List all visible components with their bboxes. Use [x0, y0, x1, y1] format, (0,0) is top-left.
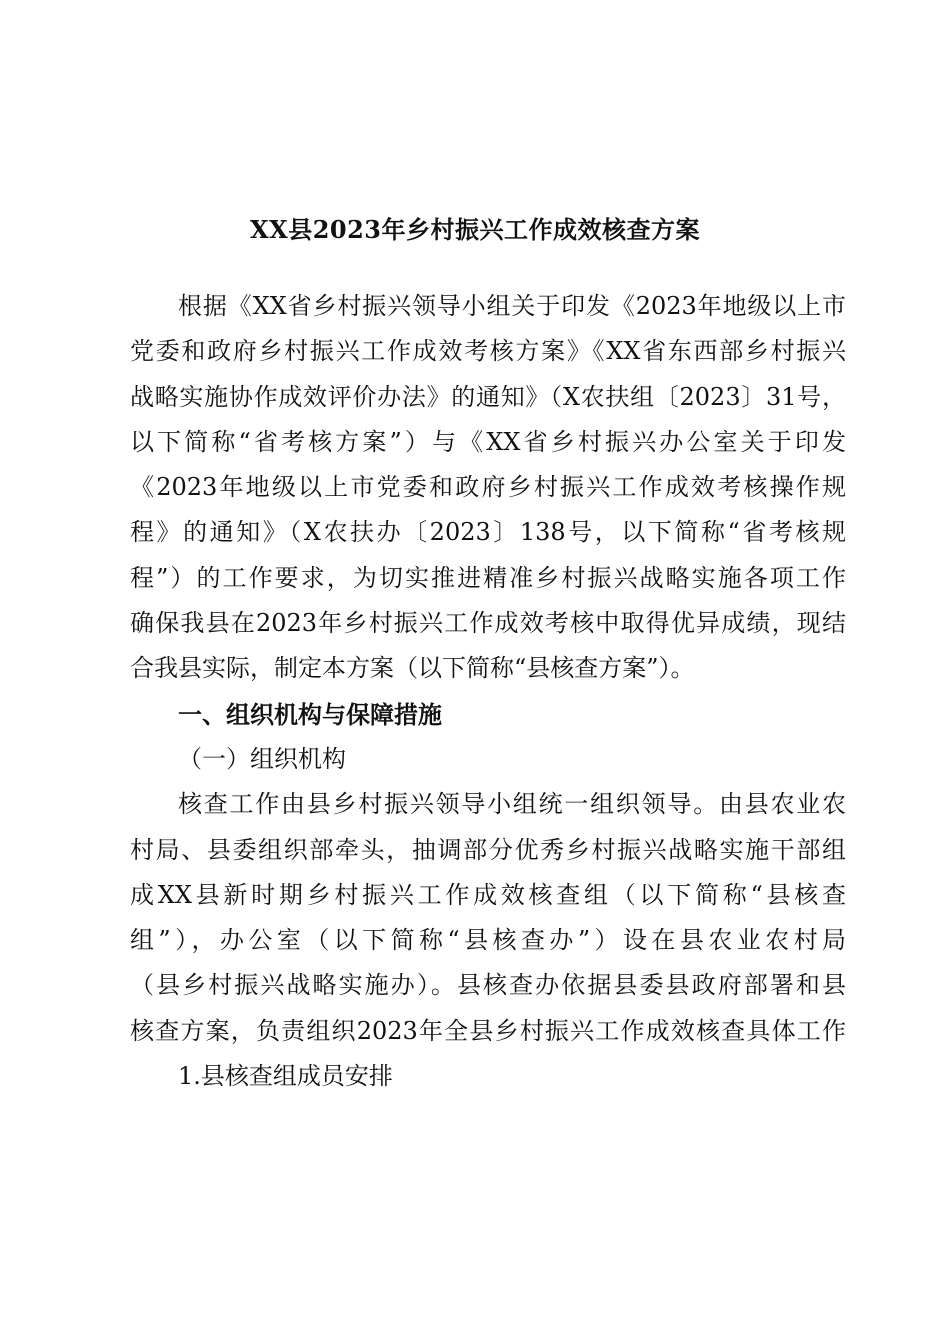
section-heading: 一、组织机构与保障措施 — [178, 699, 442, 729]
org-paragraph-line: 组”），办公室（以下简称“县核查办”）设在县农业农村局 — [130, 926, 846, 955]
org-paragraph-line: （县乡村振兴战略实施办）。县核查办依据县委县政府部署和县 — [130, 971, 846, 1000]
org-paragraph-line: 核查方案，负责组织2023年全县乡村振兴工作成效核查具体工作 — [130, 1016, 846, 1045]
item-heading: 1.县核查组成员安排 — [178, 1062, 393, 1091]
intro-paragraph-line: 党委和政府乡村振兴工作成效考核方案》《XX省东西部乡村振兴 — [130, 337, 846, 366]
intro-paragraph-line: 根据《XX省乡村振兴领导小组关于印发《2023年地级以上市 — [178, 292, 846, 320]
intro-paragraph-line: 程》的通知》（X农扶办〔2023〕138号，以下简称“省考核规 — [130, 518, 846, 547]
intro-paragraph-line: 以下简称“省考核方案”）与《XX省乡村振兴办公室关于印发 — [130, 427, 846, 456]
document-title: XX县2023年乡村振兴工作成效核查方案 — [249, 215, 701, 244]
org-paragraph-line: 核查工作由县乡村振兴领导小组统一组织领导。由县农业农 — [178, 790, 846, 819]
org-paragraph-line: 村局、县委组织部牵头，抽调部分优秀乡村振兴战略实施干部组 — [130, 835, 846, 864]
intro-paragraph-line: 战略实施协作成效评价办法》的通知》（X农扶组〔2023〕31号， — [130, 382, 846, 411]
intro-paragraph-line: 确保我县在2023年乡村振兴工作成效考核中取得优异成绩，现结 — [130, 609, 846, 638]
subsection-heading: （一）组织机构 — [178, 744, 346, 773]
intro-paragraph-line: 《2023年地级以上市党委和政府乡村振兴工作成效考核操作规 — [130, 473, 846, 502]
document-body — [130, 284, 846, 1099]
intro-paragraph-line: 合我县实际，制定本方案（以下简称“县核查方案”）。 — [130, 654, 695, 683]
org-paragraph-line: 成XX县新时期乡村振兴工作成效核查组（以下简称“县核查 — [130, 880, 846, 909]
intro-paragraph-line: 程”）的工作要求，为切实推进精准乡村振兴战略实施各项工作 — [130, 563, 846, 592]
